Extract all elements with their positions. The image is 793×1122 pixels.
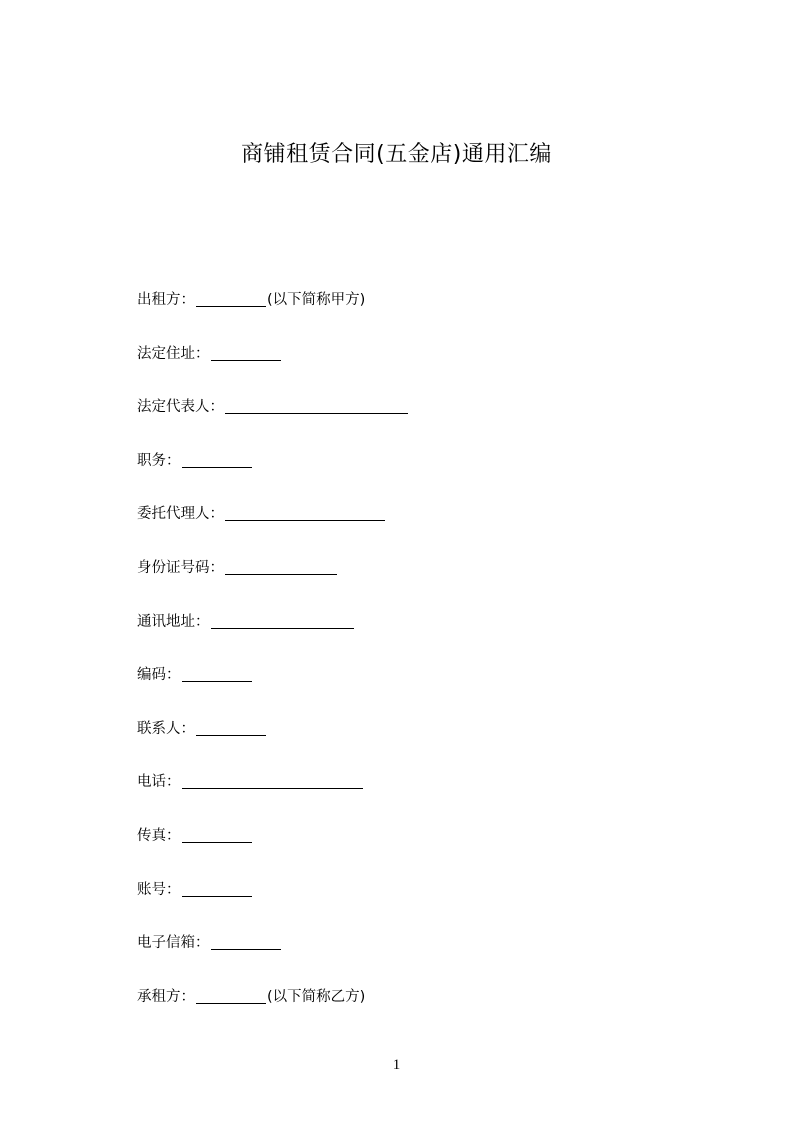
field-lessee	[137, 987, 697, 1041]
field-position	[137, 451, 697, 505]
field-label: 联系人：	[137, 720, 195, 737]
field-suffix: (以下简称甲方)	[267, 292, 366, 308]
fill-in-blank	[196, 719, 266, 736]
fill-in-blank	[211, 933, 281, 950]
fill-in-blank	[182, 451, 252, 468]
field-id-number	[137, 558, 697, 612]
field-label: 委托代理人：	[137, 506, 224, 523]
document-title: 商铺租赁合同(五金店)通用汇编	[241, 142, 552, 167]
fill-in-blank	[182, 772, 363, 789]
field-legal-representative	[137, 397, 697, 451]
fill-in-blank	[182, 665, 252, 682]
field-label: 法定住址：	[137, 345, 210, 362]
fill-in-blank	[182, 826, 252, 843]
field-label: 法定代表人：	[137, 399, 224, 416]
field-postal-code	[137, 665, 697, 719]
field-label: 职务：	[137, 452, 181, 469]
field-authorized-agent	[137, 504, 697, 558]
fill-in-blank	[211, 344, 281, 361]
field-label: 通讯地址：	[137, 613, 210, 630]
fill-in-blank	[225, 504, 385, 521]
field-email	[137, 933, 697, 987]
fill-in-blank	[182, 880, 252, 897]
field-label: 出租方：	[137, 292, 195, 308]
fill-in-blank	[196, 290, 266, 307]
field-label: 电话：	[137, 774, 181, 791]
field-label: 账号：	[137, 881, 181, 898]
fill-in-blank	[225, 558, 337, 575]
field-label: 电子信箱：	[137, 935, 210, 952]
field-mailing-address	[137, 612, 697, 666]
fill-in-blank	[225, 397, 408, 414]
field-suffix: (以下简称乙方)	[267, 988, 366, 1005]
field-legal-address	[137, 344, 697, 398]
fill-in-blank	[211, 612, 354, 629]
field-fax	[137, 826, 697, 880]
field-account-number	[137, 880, 697, 934]
party-info-fields	[137, 290, 697, 1040]
field-contact-person	[137, 719, 697, 773]
page-number: 1	[392, 1057, 401, 1073]
field-lessor	[137, 290, 697, 344]
field-label: 身份证号码：	[137, 559, 224, 576]
field-label: 编码：	[137, 667, 181, 684]
field-label: 传真：	[137, 827, 181, 844]
field-label: 承租方：	[137, 988, 195, 1005]
fill-in-blank	[196, 987, 266, 1004]
field-phone	[137, 772, 697, 826]
